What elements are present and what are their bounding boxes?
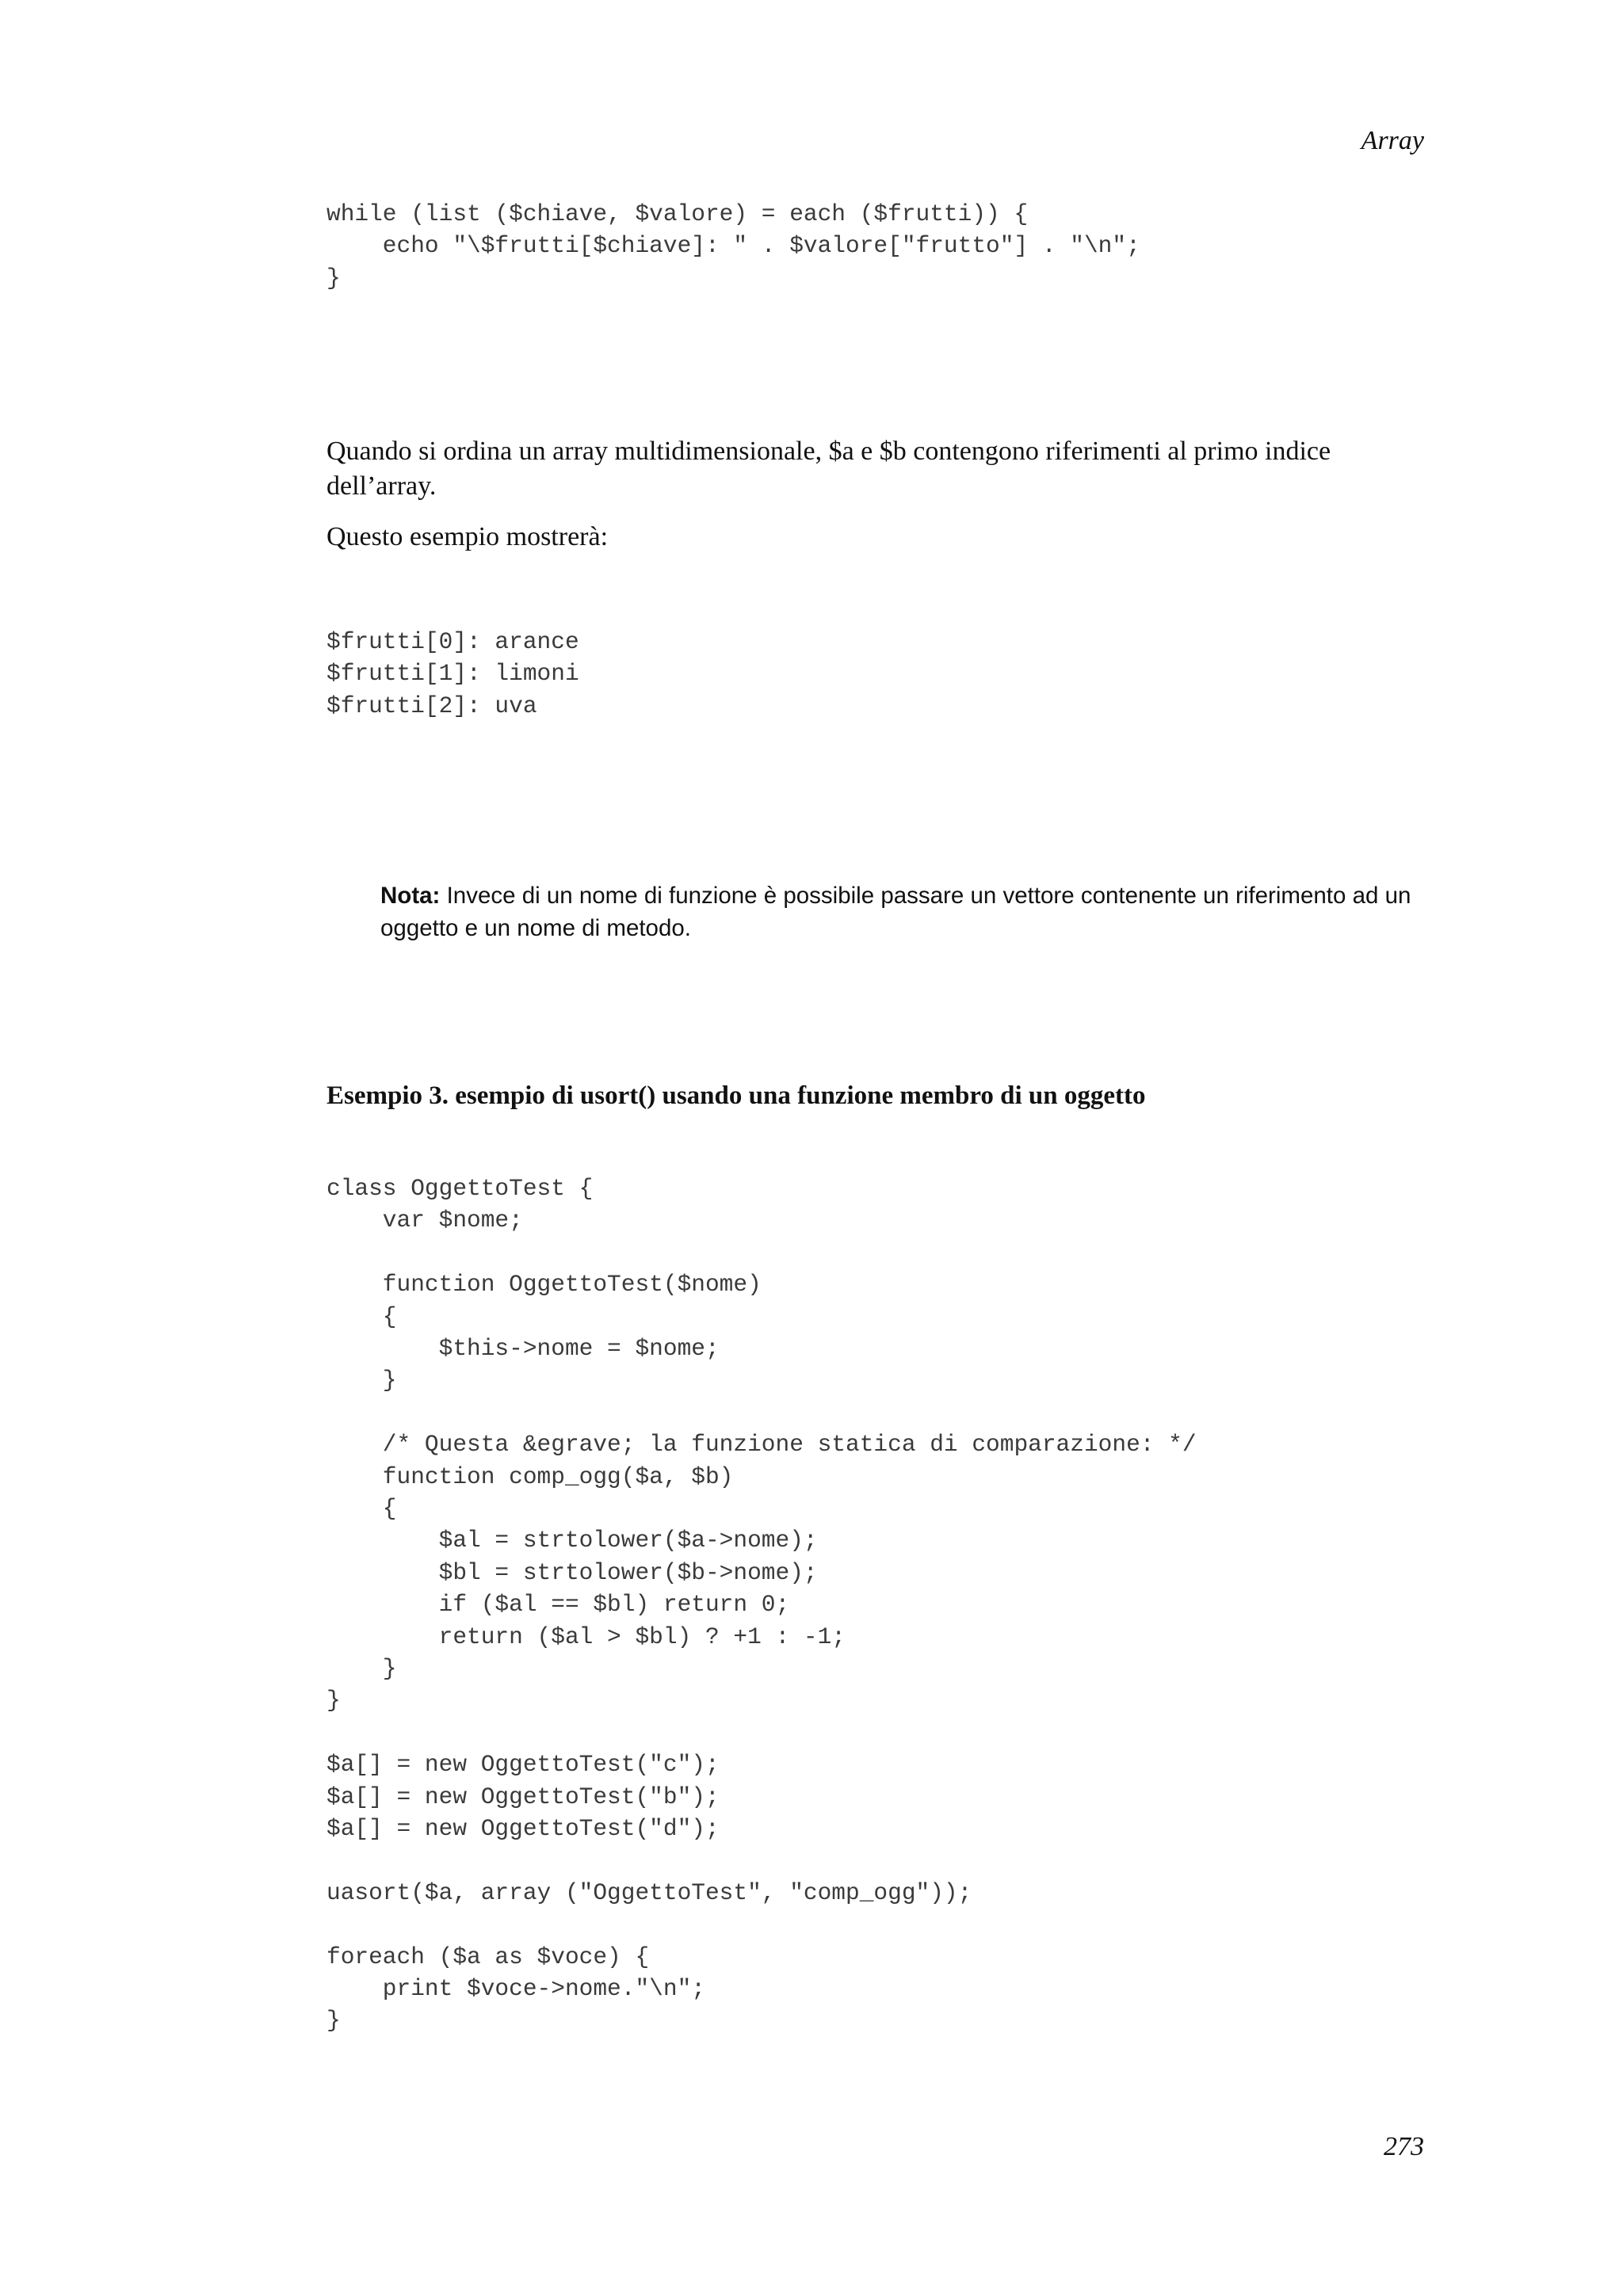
code-line: class OggettoTest { <box>327 1175 594 1202</box>
code-line <box>327 1909 1197 1940</box>
note-text: Invece di un nome di funzione è possibile passare un vettore contenente un riferimento ad un oggetto e un nome di metodo. <box>380 883 1411 941</box>
code-line: } <box>327 2007 341 2035</box>
code-line: $a[] = new OggettoTest("d"); <box>327 1815 720 1843</box>
code-line: $al = strtolower($a->nome); <box>327 1527 818 1554</box>
code-line: /* Questa &egrave; la funzione statica di comparazione: */ <box>327 1431 1197 1459</box>
code-line: } <box>327 1655 397 1683</box>
output-line: $frutti[1]: limoni <box>327 660 579 688</box>
code-line: while (list ($chiave, $valore) = each ($frutti)) { <box>327 200 1029 227</box>
code-line: function OggettoTest($nome) <box>327 1271 762 1299</box>
code-line: } <box>327 264 341 292</box>
code-line: uasort($a, array ("OggettoTest", "comp_ogg")); <box>327 1878 972 1906</box>
code-line: $bl = strtolower($b->nome); <box>327 1558 818 1586</box>
note-box <box>380 879 1426 944</box>
code-line: if ($al == $bl) return 0; <box>327 1591 790 1619</box>
code-line <box>327 1397 1197 1428</box>
code-line: $this->nome = $nome; <box>327 1335 720 1363</box>
code-line: echo "\$frutti[$chiave]: " . $valore["frutto"] . "\n"; <box>327 232 1140 260</box>
code-line <box>327 1844 1197 1876</box>
code-line <box>327 1717 1197 1749</box>
code-line: $a[] = new OggettoTest("b"); <box>327 1783 720 1810</box>
code-line: foreach ($a as $voce) { <box>327 1943 650 1970</box>
code-line: return ($al > $bl) ? +1 : -1; <box>327 1623 846 1650</box>
code-line: var $nome; <box>327 1207 523 1234</box>
code-line <box>327 1237 1197 1268</box>
code-block-class-example <box>327 1173 1197 2037</box>
page-number: 273 <box>1384 2132 1424 2161</box>
code-block-while-loop <box>327 198 1140 294</box>
code-line: $a[] = new OggettoTest("c"); <box>327 1751 720 1779</box>
code-line: { <box>327 1302 397 1330</box>
running-header-section-title: Array <box>1361 126 1424 155</box>
note-label: Nota: <box>380 883 441 909</box>
output-line: $frutti[2]: uva <box>327 692 537 719</box>
code-block-output <box>327 626 579 722</box>
code-line: } <box>327 1687 341 1714</box>
output-line: $frutti[0]: arance <box>327 628 579 655</box>
example-title: Esempio 3. esempio di usort() usando una funzione membro di un oggetto <box>327 1081 1146 1110</box>
paragraph-multidimensional-sort: Quando si ordina un array multidimensionale, $a e $b contengono riferimenti al primo indice dell’array. <box>327 437 1331 501</box>
paragraph-example-shows: Questo esempio mostrerà: <box>327 522 609 551</box>
code-line: function comp_ogg($a, $b) <box>327 1463 734 1490</box>
code-line: print $voce->nome."\n"; <box>327 1975 705 2003</box>
code-line: { <box>327 1495 397 1523</box>
code-line: } <box>327 1367 397 1394</box>
